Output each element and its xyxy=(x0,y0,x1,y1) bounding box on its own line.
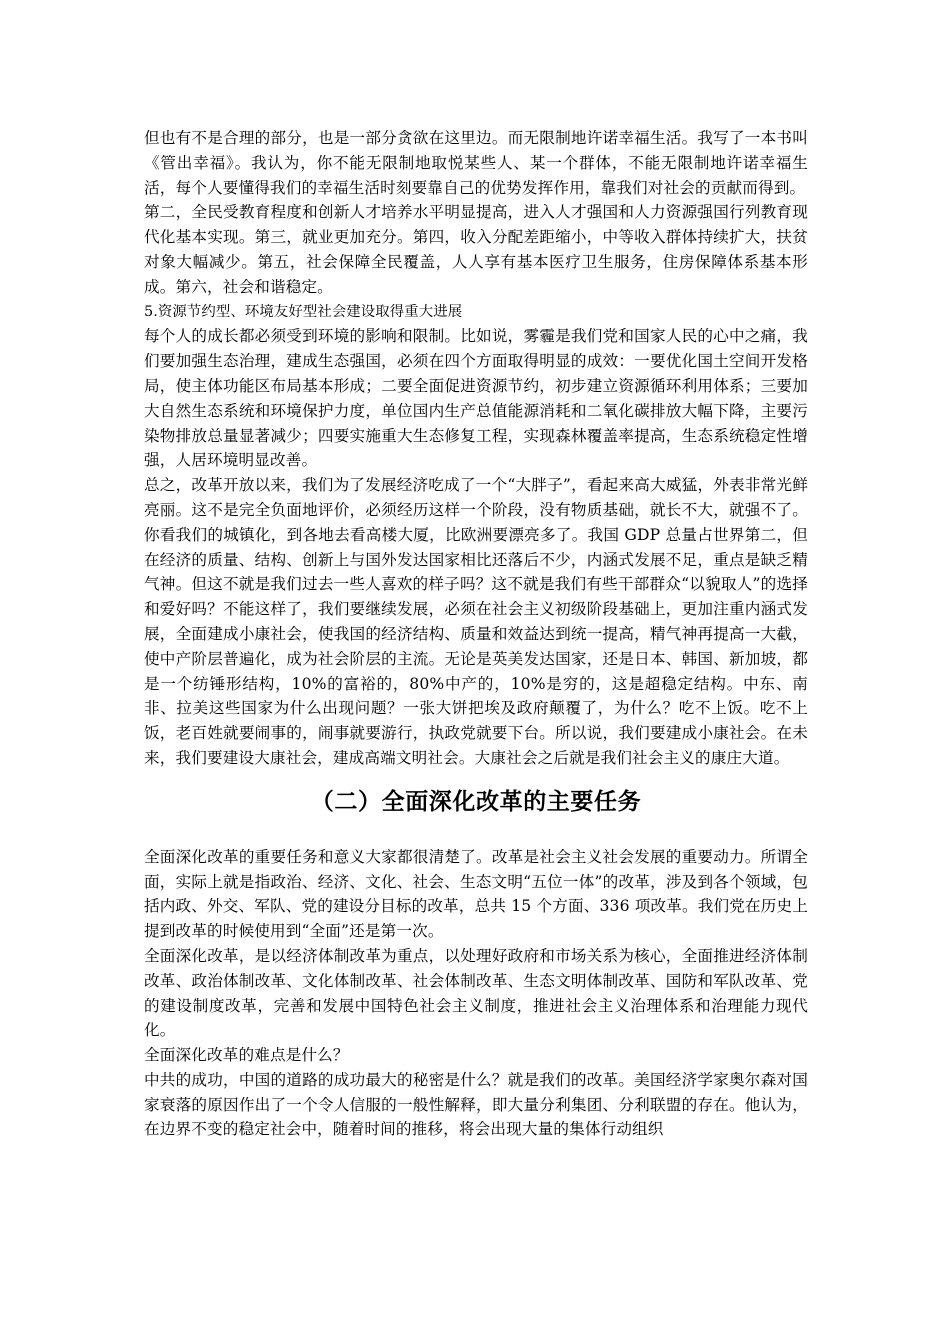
body-paragraph: 总之，改革开放以来，我们为了发展经济吃成了一个“大胖子”，看起来高大威猛，外表非常光鲜亮丽。这不是完全负面地评价，必须经历这样一个阶段，没有物质基础，就长不大，就强不了。你看我们的城镇化，到各地去看高楼大厦，比欧洲要漂亮多了。我国 GDP 总量占世界第二，但在经济的质量、结构、创新上与国外发达国家相比还落后不少，内涵式发展不足，重点是缺乏精气神。但这不就是我们过去一些人喜欢的样子吗？这不就是我们有些干部群众“以貌取人”的选择和爱好吗？不能这样了，我们要继续发展，必须在社会主义初级阶段基础上，更加注重内涵式发展，全面建成小康社会，使我国的经济结构、质量和效益达到统一提高，精气神再提高一大截，使中产阶层普遍化，成为社会阶层的主流。无论是英美发达国家，还是日本、韩国、新加坡，都是一个纺锤形结构，10%的富裕的，80%中产的，10%是穷的，这是超稳定结构。中东、南非、拉美这些国家为什么出现问题？一张大饼把埃及政府颠覆了，为什么？吃不上饭。吃不上饭，老百姓就要闹事的，闹事就要游行，执政党就要下台。所以说，我们要建成小康社会。在未来，我们要建设大康社会，建成高端文明社会。大康社会之后就是我们社会主义的康庄大道。 xyxy=(144,476,808,767)
body-paragraph: 中共的成功，中国的道路的成功最大的秘密是什么？就是我们的改革。美国经济学家奥尔森对国家衰落的原因作出了一个令人信服的一般性解释，即大量分利集团、分利联盟的存在。他认为，在边界不变的稳定社会中，随着时间的推移，将会出现大量的集体行动组织 xyxy=(144,1070,808,1139)
numbered-subheading: 5.资源节约型、环境友好型社会建设取得重大进展 xyxy=(144,303,463,320)
body-paragraph: 全面深化改革的难点是什么？ xyxy=(144,1046,349,1065)
spacer xyxy=(144,817,808,845)
body-paragraph: 全面深化改革的重要任务和意义大家都很清楚了。改革是社会主义社会发展的重要动力。所谓全面，实际上就是指政治、经济、文化、社会、生态文明“五位一体”的改革，涉及到各个领域，包括内政、外交、军队、党的建设分目标的改革，总共 15 个方面、336 项改革。我们党在历史上提到改革的时候使用到“全面”还是第一次。 xyxy=(144,847,808,941)
body-paragraph: 每个人的成长都必须受到环境的影响和限制。比如说，雾霾是我们党和国家人民的心中之痛，我们要加强生态治理，建成生态强国，必须在四个方面取得明显的成效：一要优化国土空间开发格局，使主体功能区布局基本形成；二要全面促进资源节约，初步建立资源循环利用体系；三要加大自然生态系统和环境保护力度，单位国内生产总值能源消耗和二氧化碳排放大幅下降，主要污染物排放总量显著减少；四要实施重大生态修复工程，实现森林覆盖率提高，生态系统稳定性增强，人居环境明显改善。 xyxy=(144,327,808,470)
spacer xyxy=(144,771,808,787)
body-paragraph: 第二，全民受教育程度和创新人才培养水平明显提高，进入人才强国和人力资源强国行列教育现代化基本实现。第三，就业更加充分。第四，收入分配差距缩小，中等收入群体持续扩大，扶贫对象大幅减少。第五，社会保障全民覆盖，人人享有基本医疗卫生服务，住房保障体系基本形成。第六，社会和谐稳定。 xyxy=(144,203,808,296)
body-paragraph: 但也有不是合理的部分，也是一部分贪欲在这里边。而无限制地许诺幸福生活。我写了一本书叫《管出幸福》。我认为，你不能无限制地取悦某些人、某一个群体，不能无限制地许诺幸福生活，每个人要懂得我们的幸福生活时刻要靠自己的优势发挥作用，靠我们对社会的贡献而得到。 xyxy=(144,129,808,197)
body-paragraph: 全面深化改革，是以经济体制改革为重点，以处理好政府和市场关系为核心，全面推进经济体制改革、政治体制改革、文化体制改革、社会体制改革、生态文明体制改革、国防和军队改革、党的建设制度改革，完善和发展中国特色社会主义制度，推进社会主义治理体系和治理能力现代化。 xyxy=(144,946,808,1040)
section-title: （二）全面深化改革的主要任务 xyxy=(310,788,642,815)
document-page xyxy=(144,126,808,1142)
